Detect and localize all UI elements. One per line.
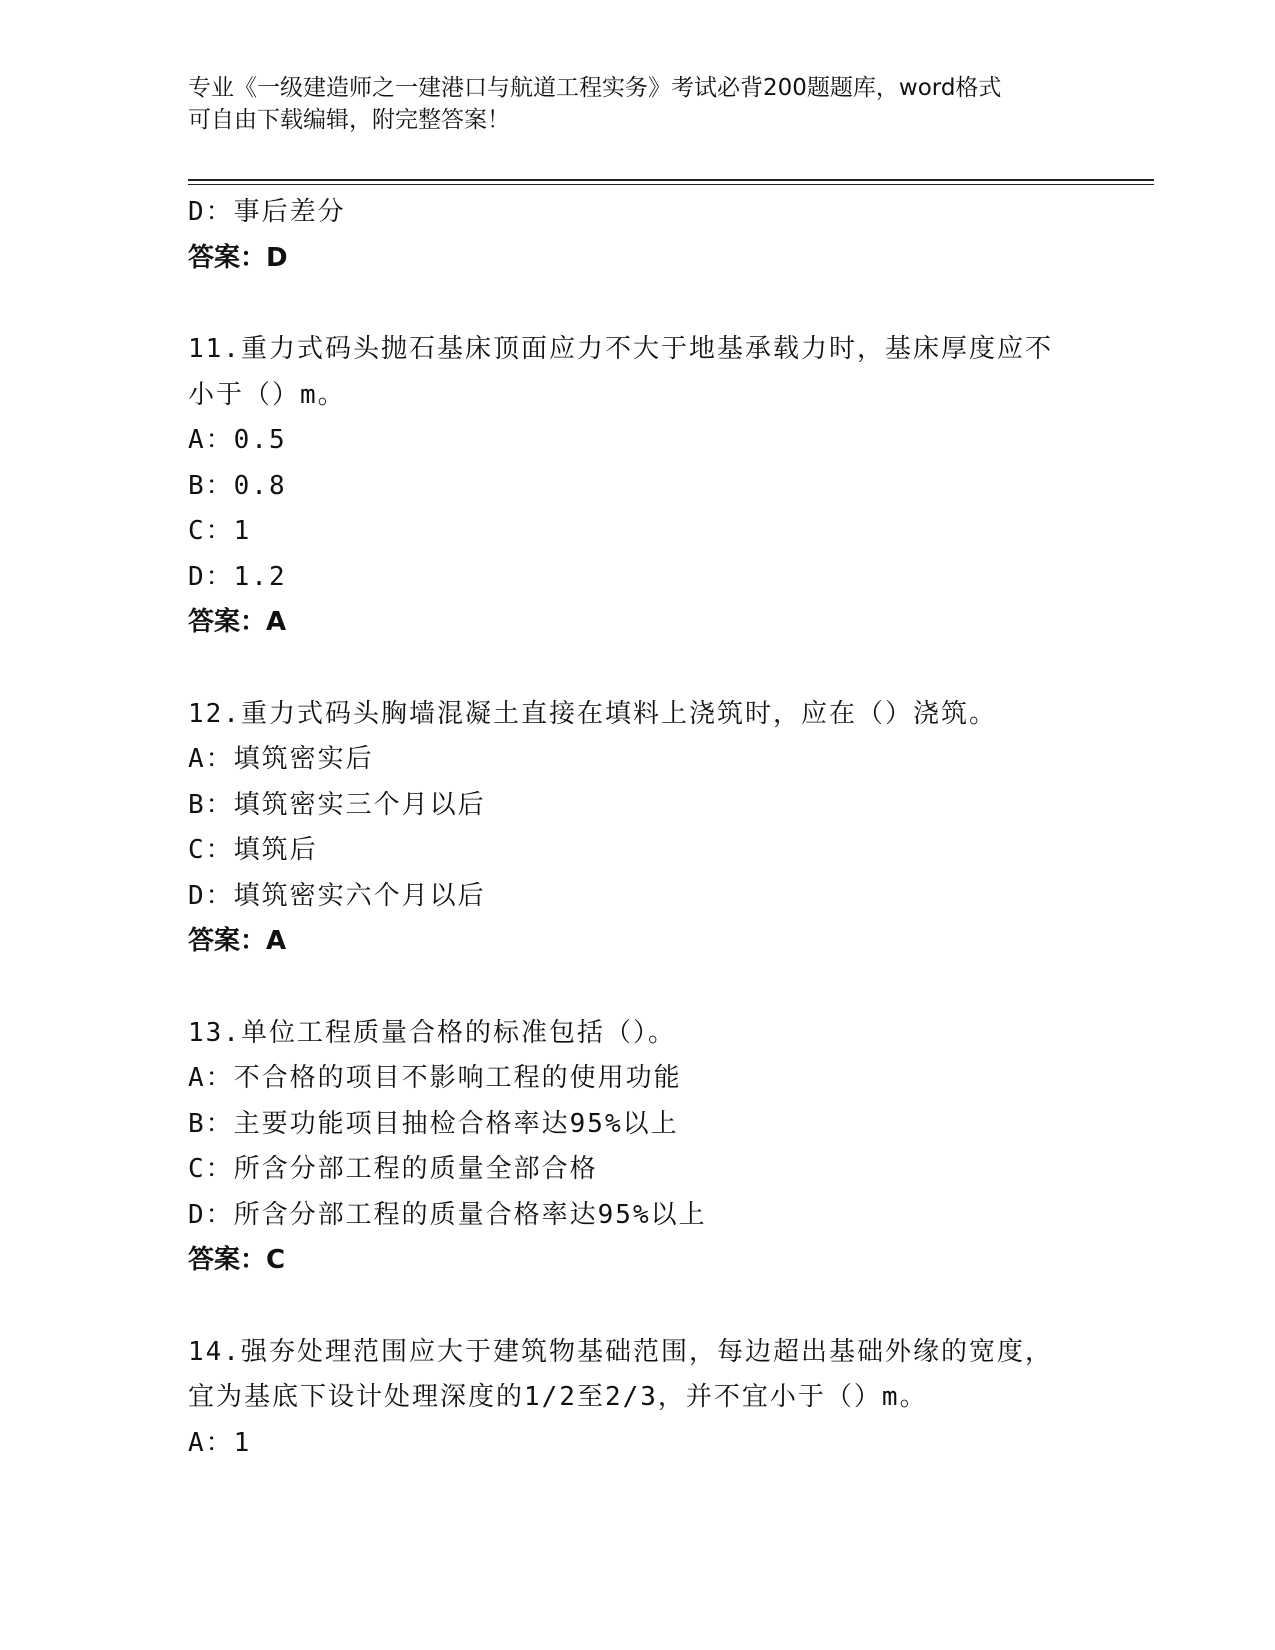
question-11-answer: 答案：A (188, 607, 287, 637)
question-11-option-d: D：1.2 (188, 561, 287, 592)
question-13-text: 13.单位工程质量合格的标准包括（）。 (188, 1017, 676, 1048)
question-13-option-b: B：主要功能项目抽检合格率达95%以上 (188, 1108, 679, 1139)
question-13-answer: 答案：C (188, 1245, 286, 1275)
question-14-text-line-2: 宜为基底下设计处理深度的1/2至2/3，并不宜小于（）m。 (188, 1382, 928, 1412)
question-12-text: 12.重力式码头胸墙混凝土直接在填料上浇筑时，应在（）浇筑。 (188, 698, 997, 729)
question-12-option-c: C：填筑后 (188, 835, 318, 865)
question-14-text-line-1: 14.强夯处理范围应大于建筑物基础范围，每边超出基础外缘的宽度， (188, 1336, 1053, 1367)
question-14 (188, 1330, 1088, 1467)
document-header (188, 72, 1068, 136)
question-12-answer: 答案：A (188, 926, 287, 956)
question-11-option-b: B：0.8 (188, 470, 287, 501)
header-divider-thin (188, 184, 1154, 185)
question-12 (188, 692, 1088, 965)
prev-answer: 答案：D (188, 242, 288, 273)
question-12-option-d: D：填筑密实六个月以后 (188, 880, 486, 911)
question-11-text-line-2: 小于（）m。 (188, 379, 346, 410)
prev-option-d: D：事后差分 (188, 197, 346, 227)
question-14-option-a: A：1 (188, 1427, 252, 1458)
question-11-option-c: C：1 (188, 516, 252, 546)
question-13 (188, 1011, 1088, 1284)
question-14-text (188, 1330, 1068, 1421)
question-12-option-b: B：填筑密实三个月以后 (188, 789, 486, 820)
header-line-1: 专业《一级建造师之一建港口与航道工程实务》考试必背200题题库，word格式 (188, 75, 1002, 101)
header-line-2: 可自由下载编辑，附完整答案！ (188, 107, 510, 133)
question-13-option-a: A：不合格的项目不影响工程的使用功能 (188, 1063, 682, 1093)
question-11-option-a: A：0.5 (188, 425, 287, 455)
question-11 (188, 327, 1088, 646)
question-11-text (188, 327, 1068, 418)
question-13-option-c: C：所含分部工程的质量全部合格 (188, 1154, 598, 1184)
question-11-text-line-1: 11.重力式码头抛石基床顶面应力不大于地基承载力时，基床厚度应不 (188, 334, 1053, 364)
question-12-option-a: A：填筑密实后 (188, 744, 374, 774)
question-13-option-d: D：所含分部工程的质量合格率达95%以上 (188, 1199, 707, 1230)
header-divider-thick (188, 179, 1154, 181)
document-body (188, 190, 1088, 1466)
